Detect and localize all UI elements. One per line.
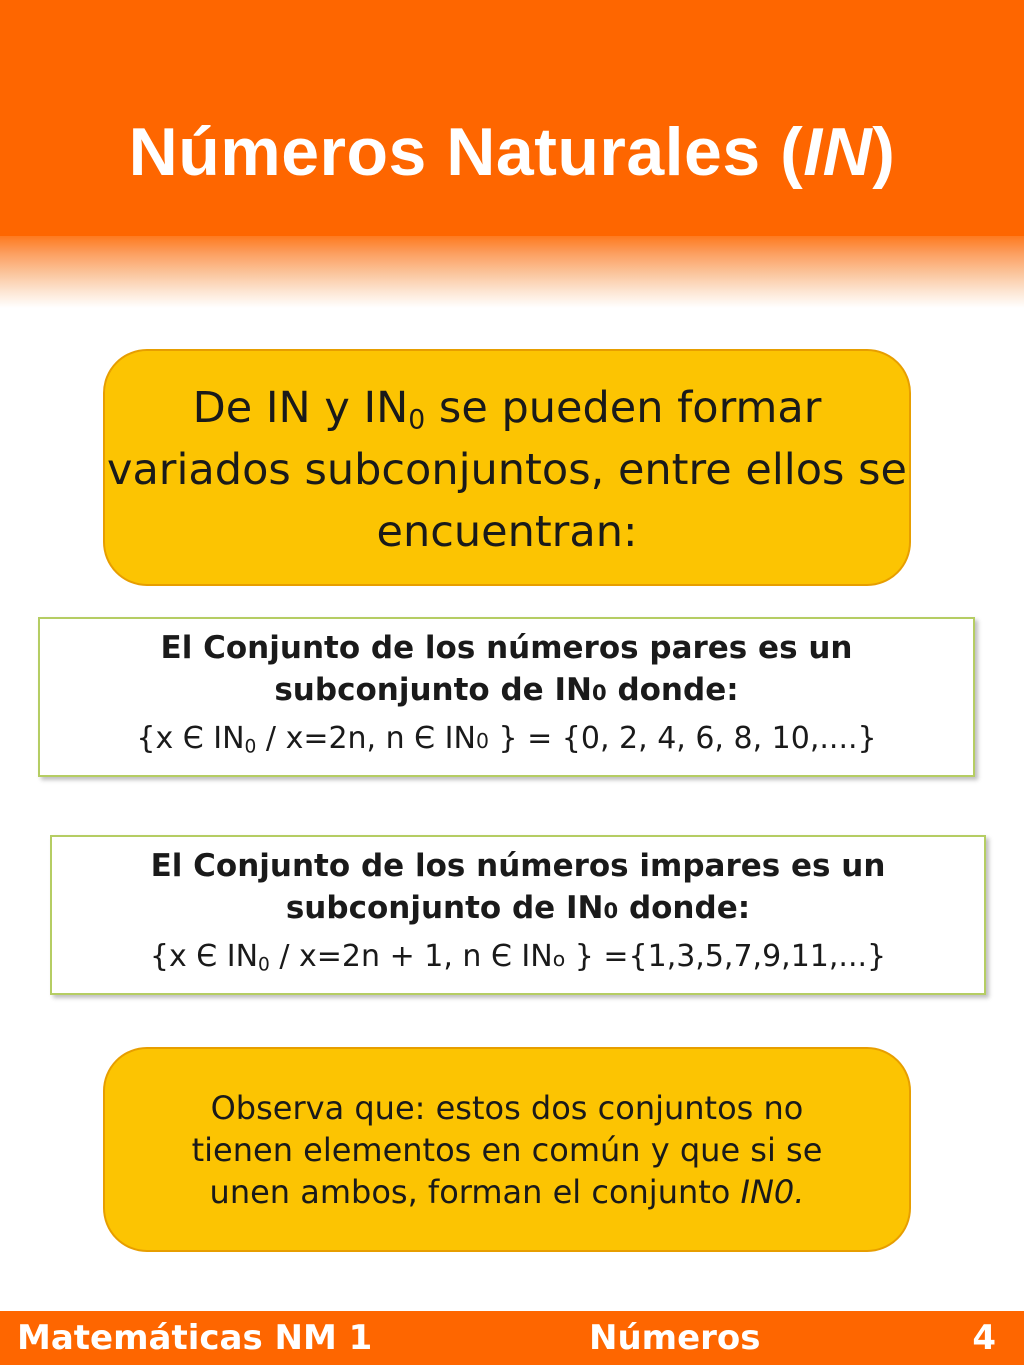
title-italic: IN bbox=[803, 114, 873, 190]
page-title bbox=[0, 112, 1024, 192]
even-heading-end: donde: bbox=[606, 672, 739, 708]
intro-text bbox=[105, 377, 909, 563]
even-heading bbox=[40, 627, 973, 714]
even-formula-sub: 0 bbox=[244, 736, 257, 758]
odd-heading-text: El Conjunto de los números impares es un subconjunto de IN bbox=[150, 848, 886, 926]
title-text: Números Naturales ( bbox=[128, 114, 804, 190]
footer-topic: Números bbox=[589, 1318, 761, 1358]
title-close: ) bbox=[872, 114, 896, 190]
intro-subscript: 0 bbox=[408, 404, 426, 436]
even-formula-c: } = {0, 2, 4, 6, 8, 10,....} bbox=[488, 721, 877, 756]
odd-formula-b: / x=2n + 1, n Є IN bbox=[269, 939, 553, 974]
footer-page-number: 4 bbox=[972, 1318, 996, 1358]
odd-numbers-box bbox=[50, 835, 986, 995]
intro-part2: se pueden formar variados subconjuntos, entre ellos se encuentran: bbox=[107, 382, 907, 557]
odd-heading bbox=[52, 845, 984, 932]
even-formula bbox=[40, 718, 973, 762]
even-formula-b: / x=2n, n Є IN bbox=[256, 721, 476, 756]
odd-formula bbox=[52, 936, 984, 980]
observation-text bbox=[105, 1087, 909, 1213]
footer-course: Matemáticas NM 1 bbox=[17, 1318, 373, 1358]
observation-italic: IN0. bbox=[740, 1172, 805, 1211]
odd-heading-end: donde: bbox=[618, 890, 751, 926]
footer-bar bbox=[0, 1311, 1024, 1365]
even-formula-small: 0 bbox=[475, 729, 489, 753]
observation-body: Observa que: estos dos conjuntos no tienen elementos en común y que si se unen ambos, forman el conjunto bbox=[191, 1088, 823, 1211]
even-heading-text: El Conjunto de los números pares es un subconjunto de IN bbox=[160, 630, 853, 708]
even-numbers-box bbox=[38, 617, 975, 777]
intro-part1: De IN y IN bbox=[192, 382, 409, 433]
header-gradient bbox=[0, 236, 1024, 308]
odd-formula-sub: 0 bbox=[258, 954, 270, 976]
even-heading-sub: 0 bbox=[591, 680, 607, 705]
odd-formula-c: } ={1,3,5,7,9,11,...} bbox=[565, 939, 887, 974]
observation-callout bbox=[103, 1047, 911, 1252]
even-formula-a: {x Є IN bbox=[136, 721, 245, 756]
odd-formula-a: {x Є IN bbox=[149, 939, 259, 974]
intro-callout bbox=[103, 349, 911, 586]
odd-heading-sub: 0 bbox=[603, 898, 619, 923]
odd-formula-small: o bbox=[552, 947, 566, 971]
